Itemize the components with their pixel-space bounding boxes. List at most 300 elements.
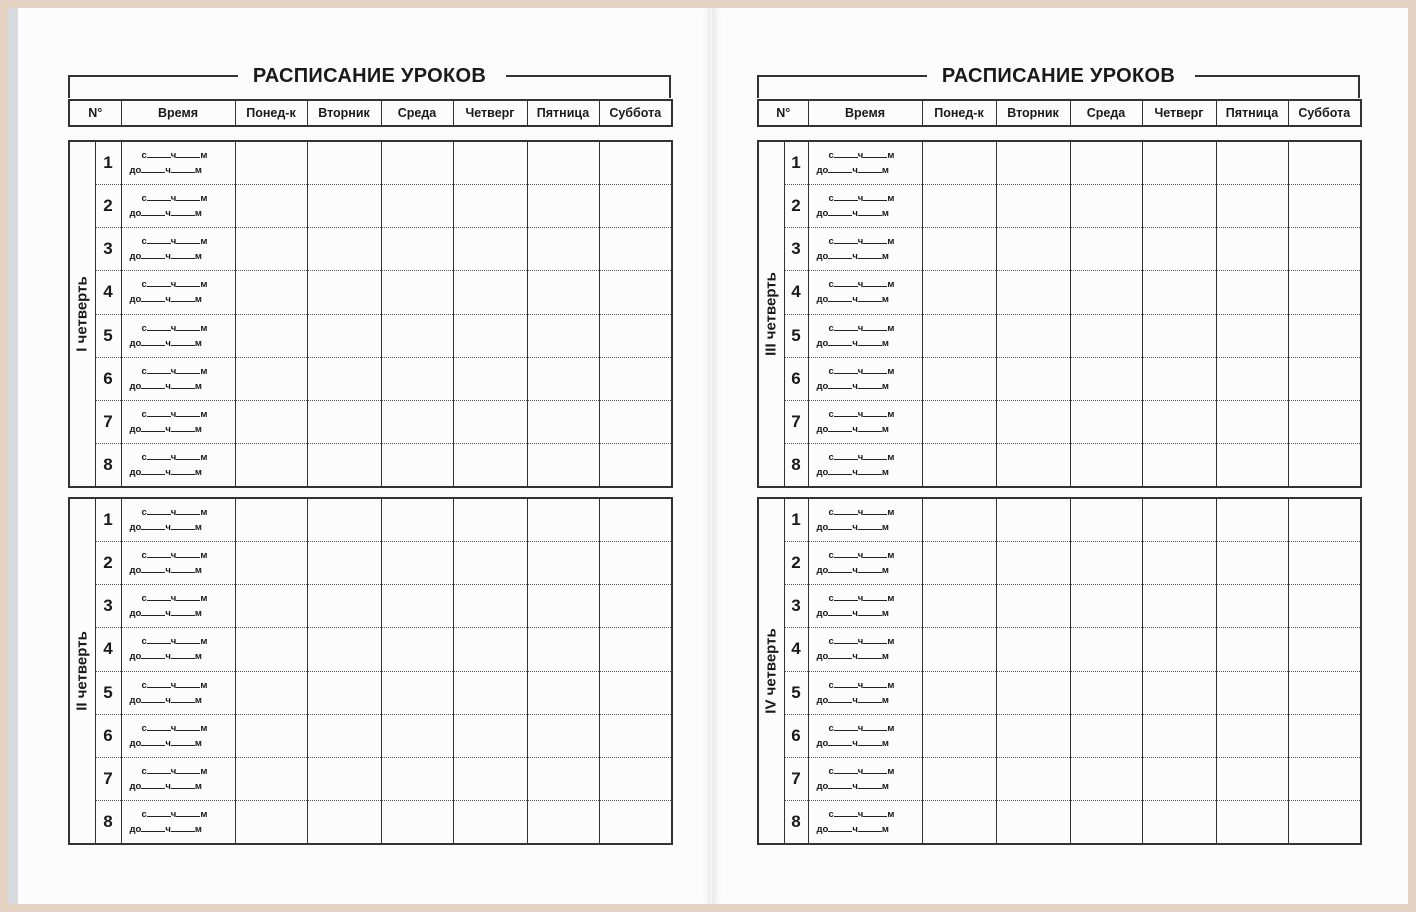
subject-cell[interactable] bbox=[922, 228, 996, 271]
hour-blank[interactable] bbox=[828, 206, 852, 216]
subject-cell[interactable] bbox=[1288, 498, 1361, 541]
hour-blank[interactable] bbox=[147, 591, 171, 601]
minute-blank[interactable] bbox=[176, 364, 200, 374]
subject-cell[interactable] bbox=[235, 141, 307, 184]
hour-blank[interactable] bbox=[834, 277, 858, 287]
minute-blank[interactable] bbox=[171, 249, 195, 259]
time-slot[interactable] bbox=[808, 541, 922, 584]
hour-blank[interactable] bbox=[828, 465, 852, 475]
subject-cell[interactable] bbox=[307, 444, 381, 487]
subject-cell[interactable] bbox=[1142, 714, 1216, 757]
subject-cell[interactable] bbox=[381, 758, 453, 801]
subject-cell[interactable] bbox=[1070, 628, 1142, 671]
minute-blank[interactable] bbox=[171, 163, 195, 173]
subject-cell[interactable] bbox=[1142, 401, 1216, 444]
subject-cell[interactable] bbox=[599, 801, 672, 844]
subject-cell[interactable] bbox=[1216, 228, 1288, 271]
minute-blank[interactable] bbox=[176, 548, 200, 558]
minute-blank[interactable] bbox=[863, 277, 887, 287]
subject-cell[interactable] bbox=[527, 357, 599, 400]
minute-blank[interactable] bbox=[858, 563, 882, 573]
time-slot[interactable] bbox=[121, 714, 235, 757]
subject-cell[interactable] bbox=[1288, 271, 1361, 314]
subject-cell[interactable] bbox=[1070, 585, 1142, 628]
subject-cell[interactable] bbox=[599, 444, 672, 487]
subject-cell[interactable] bbox=[307, 271, 381, 314]
subject-cell[interactable] bbox=[922, 357, 996, 400]
minute-blank[interactable] bbox=[176, 191, 200, 201]
subject-cell[interactable] bbox=[527, 401, 599, 444]
minute-blank[interactable] bbox=[858, 779, 882, 789]
subject-cell[interactable] bbox=[453, 541, 527, 584]
subject-cell[interactable] bbox=[381, 314, 453, 357]
subject-cell[interactable] bbox=[1288, 758, 1361, 801]
hour-blank[interactable] bbox=[834, 721, 858, 731]
subject-cell[interactable] bbox=[381, 444, 453, 487]
subject-cell[interactable] bbox=[1142, 228, 1216, 271]
subject-cell[interactable] bbox=[527, 541, 599, 584]
subject-cell[interactable] bbox=[1142, 271, 1216, 314]
subject-cell[interactable] bbox=[307, 357, 381, 400]
subject-cell[interactable] bbox=[922, 498, 996, 541]
hour-blank[interactable] bbox=[834, 148, 858, 158]
minute-blank[interactable] bbox=[863, 450, 887, 460]
minute-blank[interactable] bbox=[171, 465, 195, 475]
minute-blank[interactable] bbox=[171, 206, 195, 216]
minute-blank[interactable] bbox=[171, 379, 195, 389]
minute-blank[interactable] bbox=[176, 764, 200, 774]
hour-blank[interactable] bbox=[828, 693, 852, 703]
minute-blank[interactable] bbox=[863, 634, 887, 644]
hour-blank[interactable] bbox=[834, 364, 858, 374]
minute-blank[interactable] bbox=[858, 822, 882, 832]
subject-cell[interactable] bbox=[307, 671, 381, 714]
subject-cell[interactable] bbox=[381, 498, 453, 541]
hour-blank[interactable] bbox=[828, 736, 852, 746]
time-slot[interactable] bbox=[121, 585, 235, 628]
time-slot[interactable] bbox=[808, 141, 922, 184]
subject-cell[interactable] bbox=[1288, 314, 1361, 357]
subject-cell[interactable] bbox=[235, 758, 307, 801]
subject-cell[interactable] bbox=[453, 628, 527, 671]
minute-blank[interactable] bbox=[863, 321, 887, 331]
hour-blank[interactable] bbox=[141, 736, 165, 746]
subject-cell[interactable] bbox=[453, 801, 527, 844]
subject-cell[interactable] bbox=[996, 758, 1070, 801]
subject-cell[interactable] bbox=[1142, 671, 1216, 714]
minute-blank[interactable] bbox=[171, 336, 195, 346]
hour-blank[interactable] bbox=[141, 292, 165, 302]
subject-cell[interactable] bbox=[1142, 628, 1216, 671]
subject-cell[interactable] bbox=[307, 184, 381, 227]
subject-cell[interactable] bbox=[1216, 801, 1288, 844]
subject-cell[interactable] bbox=[996, 498, 1070, 541]
hour-blank[interactable] bbox=[828, 292, 852, 302]
subject-cell[interactable] bbox=[1142, 498, 1216, 541]
subject-cell[interactable] bbox=[235, 714, 307, 757]
subject-cell[interactable] bbox=[453, 271, 527, 314]
hour-blank[interactable] bbox=[828, 336, 852, 346]
subject-cell[interactable] bbox=[1288, 228, 1361, 271]
time-slot[interactable] bbox=[121, 758, 235, 801]
hour-blank[interactable] bbox=[828, 606, 852, 616]
minute-blank[interactable] bbox=[176, 721, 200, 731]
hour-blank[interactable] bbox=[834, 591, 858, 601]
hour-blank[interactable] bbox=[141, 563, 165, 573]
subject-cell[interactable] bbox=[307, 541, 381, 584]
minute-blank[interactable] bbox=[858, 693, 882, 703]
minute-blank[interactable] bbox=[863, 807, 887, 817]
hour-blank[interactable] bbox=[141, 163, 165, 173]
time-slot[interactable] bbox=[808, 271, 922, 314]
subject-cell[interactable] bbox=[235, 541, 307, 584]
minute-blank[interactable] bbox=[171, 563, 195, 573]
hour-blank[interactable] bbox=[147, 321, 171, 331]
subject-cell[interactable] bbox=[922, 541, 996, 584]
subject-cell[interactable] bbox=[599, 585, 672, 628]
subject-cell[interactable] bbox=[1288, 671, 1361, 714]
subject-cell[interactable] bbox=[381, 585, 453, 628]
hour-blank[interactable] bbox=[834, 548, 858, 558]
minute-blank[interactable] bbox=[176, 807, 200, 817]
minute-blank[interactable] bbox=[176, 678, 200, 688]
subject-cell[interactable] bbox=[599, 758, 672, 801]
subject-cell[interactable] bbox=[1216, 628, 1288, 671]
hour-blank[interactable] bbox=[147, 505, 171, 515]
subject-cell[interactable] bbox=[381, 801, 453, 844]
minute-blank[interactable] bbox=[863, 764, 887, 774]
minute-blank[interactable] bbox=[863, 364, 887, 374]
subject-cell[interactable] bbox=[599, 714, 672, 757]
time-slot[interactable] bbox=[121, 498, 235, 541]
hour-blank[interactable] bbox=[828, 520, 852, 530]
minute-blank[interactable] bbox=[171, 606, 195, 616]
hour-blank[interactable] bbox=[141, 649, 165, 659]
subject-cell[interactable] bbox=[527, 758, 599, 801]
subject-cell[interactable] bbox=[922, 314, 996, 357]
subject-cell[interactable] bbox=[381, 184, 453, 227]
hour-blank[interactable] bbox=[147, 148, 171, 158]
subject-cell[interactable] bbox=[527, 271, 599, 314]
minute-blank[interactable] bbox=[858, 606, 882, 616]
hour-blank[interactable] bbox=[828, 822, 852, 832]
subject-cell[interactable] bbox=[381, 271, 453, 314]
time-slot[interactable] bbox=[121, 628, 235, 671]
hour-blank[interactable] bbox=[828, 422, 852, 432]
time-slot[interactable] bbox=[808, 314, 922, 357]
hour-blank[interactable] bbox=[141, 520, 165, 530]
subject-cell[interactable] bbox=[1070, 498, 1142, 541]
subject-cell[interactable] bbox=[1216, 585, 1288, 628]
hour-blank[interactable] bbox=[834, 234, 858, 244]
subject-cell[interactable] bbox=[1216, 541, 1288, 584]
subject-cell[interactable] bbox=[599, 628, 672, 671]
minute-blank[interactable] bbox=[858, 206, 882, 216]
subject-cell[interactable] bbox=[1070, 357, 1142, 400]
minute-blank[interactable] bbox=[171, 736, 195, 746]
minute-blank[interactable] bbox=[176, 277, 200, 287]
time-slot[interactable] bbox=[121, 801, 235, 844]
subject-cell[interactable] bbox=[235, 228, 307, 271]
subject-cell[interactable] bbox=[599, 401, 672, 444]
hour-blank[interactable] bbox=[828, 249, 852, 259]
hour-blank[interactable] bbox=[834, 634, 858, 644]
minute-blank[interactable] bbox=[863, 548, 887, 558]
subject-cell[interactable] bbox=[1288, 444, 1361, 487]
subject-cell[interactable] bbox=[527, 585, 599, 628]
subject-cell[interactable] bbox=[1142, 184, 1216, 227]
time-slot[interactable] bbox=[121, 541, 235, 584]
subject-cell[interactable] bbox=[599, 541, 672, 584]
subject-cell[interactable] bbox=[453, 714, 527, 757]
hour-blank[interactable] bbox=[834, 678, 858, 688]
minute-blank[interactable] bbox=[176, 634, 200, 644]
minute-blank[interactable] bbox=[858, 422, 882, 432]
time-slot[interactable] bbox=[808, 444, 922, 487]
subject-cell[interactable] bbox=[453, 498, 527, 541]
subject-cell[interactable] bbox=[996, 228, 1070, 271]
subject-cell[interactable] bbox=[453, 314, 527, 357]
subject-cell[interactable] bbox=[1070, 228, 1142, 271]
minute-blank[interactable] bbox=[171, 649, 195, 659]
subject-cell[interactable] bbox=[381, 228, 453, 271]
subject-cell[interactable] bbox=[235, 271, 307, 314]
hour-blank[interactable] bbox=[147, 191, 171, 201]
time-slot[interactable] bbox=[121, 671, 235, 714]
time-slot[interactable] bbox=[808, 357, 922, 400]
subject-cell[interactable] bbox=[996, 628, 1070, 671]
subject-cell[interactable] bbox=[381, 541, 453, 584]
subject-cell[interactable] bbox=[996, 357, 1070, 400]
subject-cell[interactable] bbox=[1288, 628, 1361, 671]
hour-blank[interactable] bbox=[141, 379, 165, 389]
subject-cell[interactable] bbox=[599, 314, 672, 357]
subject-cell[interactable] bbox=[1142, 758, 1216, 801]
subject-cell[interactable] bbox=[235, 671, 307, 714]
minute-blank[interactable] bbox=[858, 292, 882, 302]
subject-cell[interactable] bbox=[235, 801, 307, 844]
subject-cell[interactable] bbox=[527, 498, 599, 541]
hour-blank[interactable] bbox=[147, 721, 171, 731]
hour-blank[interactable] bbox=[147, 364, 171, 374]
subject-cell[interactable] bbox=[1070, 541, 1142, 584]
hour-blank[interactable] bbox=[828, 563, 852, 573]
subject-cell[interactable] bbox=[1216, 357, 1288, 400]
subject-cell[interactable] bbox=[235, 444, 307, 487]
hour-blank[interactable] bbox=[147, 807, 171, 817]
hour-blank[interactable] bbox=[141, 693, 165, 703]
subject-cell[interactable] bbox=[527, 184, 599, 227]
subject-cell[interactable] bbox=[453, 671, 527, 714]
subject-cell[interactable] bbox=[453, 401, 527, 444]
minute-blank[interactable] bbox=[858, 520, 882, 530]
hour-blank[interactable] bbox=[141, 336, 165, 346]
minute-blank[interactable] bbox=[176, 505, 200, 515]
time-slot[interactable] bbox=[808, 801, 922, 844]
subject-cell[interactable] bbox=[453, 184, 527, 227]
subject-cell[interactable] bbox=[1142, 541, 1216, 584]
subject-cell[interactable] bbox=[1070, 801, 1142, 844]
subject-cell[interactable] bbox=[453, 444, 527, 487]
subject-cell[interactable] bbox=[1142, 357, 1216, 400]
subject-cell[interactable] bbox=[996, 444, 1070, 487]
hour-blank[interactable] bbox=[834, 764, 858, 774]
minute-blank[interactable] bbox=[176, 321, 200, 331]
hour-blank[interactable] bbox=[141, 249, 165, 259]
minute-blank[interactable] bbox=[858, 379, 882, 389]
subject-cell[interactable] bbox=[996, 141, 1070, 184]
time-slot[interactable] bbox=[808, 671, 922, 714]
subject-cell[interactable] bbox=[453, 357, 527, 400]
time-slot[interactable] bbox=[808, 184, 922, 227]
subject-cell[interactable] bbox=[1288, 401, 1361, 444]
subject-cell[interactable] bbox=[922, 801, 996, 844]
time-slot[interactable] bbox=[121, 271, 235, 314]
hour-blank[interactable] bbox=[141, 822, 165, 832]
hour-blank[interactable] bbox=[147, 678, 171, 688]
subject-cell[interactable] bbox=[996, 585, 1070, 628]
subject-cell[interactable] bbox=[922, 444, 996, 487]
subject-cell[interactable] bbox=[996, 714, 1070, 757]
subject-cell[interactable] bbox=[527, 671, 599, 714]
minute-blank[interactable] bbox=[176, 234, 200, 244]
time-slot[interactable] bbox=[121, 314, 235, 357]
subject-cell[interactable] bbox=[599, 228, 672, 271]
hour-blank[interactable] bbox=[828, 163, 852, 173]
subject-cell[interactable] bbox=[235, 184, 307, 227]
subject-cell[interactable] bbox=[599, 271, 672, 314]
minute-blank[interactable] bbox=[863, 721, 887, 731]
time-slot[interactable] bbox=[121, 184, 235, 227]
minute-blank[interactable] bbox=[171, 779, 195, 789]
minute-blank[interactable] bbox=[176, 591, 200, 601]
subject-cell[interactable] bbox=[1288, 541, 1361, 584]
subject-cell[interactable] bbox=[453, 141, 527, 184]
hour-blank[interactable] bbox=[834, 450, 858, 460]
subject-cell[interactable] bbox=[453, 758, 527, 801]
subject-cell[interactable] bbox=[922, 401, 996, 444]
minute-blank[interactable] bbox=[863, 678, 887, 688]
minute-blank[interactable] bbox=[176, 148, 200, 158]
minute-blank[interactable] bbox=[863, 234, 887, 244]
hour-blank[interactable] bbox=[141, 779, 165, 789]
subject-cell[interactable] bbox=[1216, 714, 1288, 757]
subject-cell[interactable] bbox=[1216, 401, 1288, 444]
subject-cell[interactable] bbox=[1070, 271, 1142, 314]
minute-blank[interactable] bbox=[863, 407, 887, 417]
subject-cell[interactable] bbox=[1070, 401, 1142, 444]
subject-cell[interactable] bbox=[1142, 314, 1216, 357]
hour-blank[interactable] bbox=[141, 422, 165, 432]
subject-cell[interactable] bbox=[996, 801, 1070, 844]
subject-cell[interactable] bbox=[235, 357, 307, 400]
time-slot[interactable] bbox=[121, 401, 235, 444]
subject-cell[interactable] bbox=[922, 585, 996, 628]
subject-cell[interactable] bbox=[527, 228, 599, 271]
subject-cell[interactable] bbox=[922, 671, 996, 714]
subject-cell[interactable] bbox=[527, 714, 599, 757]
time-slot[interactable] bbox=[808, 228, 922, 271]
subject-cell[interactable] bbox=[307, 228, 381, 271]
subject-cell[interactable] bbox=[307, 141, 381, 184]
subject-cell[interactable] bbox=[381, 628, 453, 671]
hour-blank[interactable] bbox=[834, 807, 858, 817]
subject-cell[interactable] bbox=[1142, 444, 1216, 487]
subject-cell[interactable] bbox=[1288, 184, 1361, 227]
subject-cell[interactable] bbox=[307, 801, 381, 844]
hour-blank[interactable] bbox=[834, 407, 858, 417]
subject-cell[interactable] bbox=[922, 271, 996, 314]
subject-cell[interactable] bbox=[527, 801, 599, 844]
hour-blank[interactable] bbox=[141, 465, 165, 475]
subject-cell[interactable] bbox=[1070, 671, 1142, 714]
minute-blank[interactable] bbox=[858, 163, 882, 173]
minute-blank[interactable] bbox=[858, 249, 882, 259]
hour-blank[interactable] bbox=[834, 191, 858, 201]
subject-cell[interactable] bbox=[1142, 141, 1216, 184]
subject-cell[interactable] bbox=[235, 585, 307, 628]
subject-cell[interactable] bbox=[1142, 801, 1216, 844]
time-slot[interactable] bbox=[121, 228, 235, 271]
hour-blank[interactable] bbox=[147, 450, 171, 460]
minute-blank[interactable] bbox=[863, 191, 887, 201]
hour-blank[interactable] bbox=[147, 634, 171, 644]
hour-blank[interactable] bbox=[141, 606, 165, 616]
time-slot[interactable] bbox=[121, 357, 235, 400]
subject-cell[interactable] bbox=[599, 498, 672, 541]
hour-blank[interactable] bbox=[147, 234, 171, 244]
minute-blank[interactable] bbox=[171, 822, 195, 832]
subject-cell[interactable] bbox=[1216, 184, 1288, 227]
subject-cell[interactable] bbox=[453, 585, 527, 628]
subject-cell[interactable] bbox=[922, 714, 996, 757]
minute-blank[interactable] bbox=[863, 148, 887, 158]
subject-cell[interactable] bbox=[1070, 314, 1142, 357]
time-slot[interactable] bbox=[808, 498, 922, 541]
time-slot[interactable] bbox=[808, 628, 922, 671]
subject-cell[interactable] bbox=[1216, 671, 1288, 714]
hour-blank[interactable] bbox=[834, 321, 858, 331]
minute-blank[interactable] bbox=[171, 693, 195, 703]
hour-blank[interactable] bbox=[828, 779, 852, 789]
subject-cell[interactable] bbox=[922, 141, 996, 184]
subject-cell[interactable] bbox=[599, 671, 672, 714]
subject-cell[interactable] bbox=[922, 758, 996, 801]
minute-blank[interactable] bbox=[858, 336, 882, 346]
subject-cell[interactable] bbox=[922, 184, 996, 227]
minute-blank[interactable] bbox=[863, 591, 887, 601]
subject-cell[interactable] bbox=[1070, 141, 1142, 184]
subject-cell[interactable] bbox=[1070, 184, 1142, 227]
subject-cell[interactable] bbox=[1070, 444, 1142, 487]
subject-cell[interactable] bbox=[527, 314, 599, 357]
subject-cell[interactable] bbox=[527, 141, 599, 184]
subject-cell[interactable] bbox=[235, 314, 307, 357]
subject-cell[interactable] bbox=[1216, 314, 1288, 357]
hour-blank[interactable] bbox=[147, 277, 171, 287]
minute-blank[interactable] bbox=[858, 465, 882, 475]
hour-blank[interactable] bbox=[828, 649, 852, 659]
time-slot[interactable] bbox=[121, 141, 235, 184]
subject-cell[interactable] bbox=[599, 141, 672, 184]
subject-cell[interactable] bbox=[235, 498, 307, 541]
subject-cell[interactable] bbox=[307, 714, 381, 757]
minute-blank[interactable] bbox=[176, 450, 200, 460]
subject-cell[interactable] bbox=[1216, 141, 1288, 184]
minute-blank[interactable] bbox=[858, 649, 882, 659]
subject-cell[interactable] bbox=[307, 628, 381, 671]
subject-cell[interactable] bbox=[381, 401, 453, 444]
